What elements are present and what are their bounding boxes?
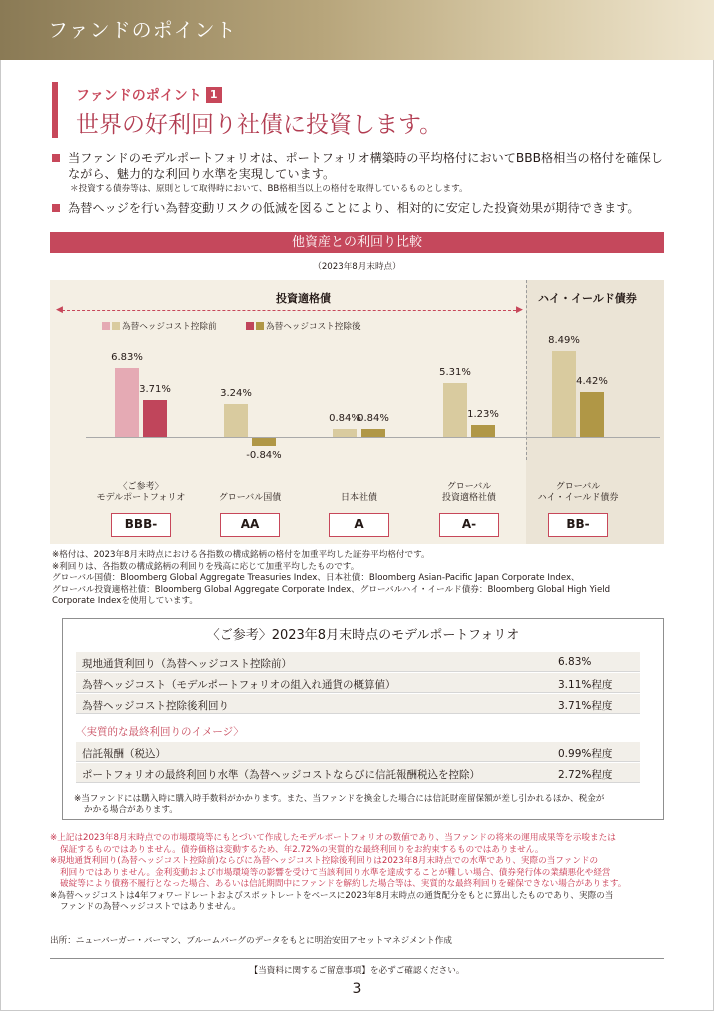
rating-badge: BB- (548, 513, 608, 537)
warning-4: 利回りではありません。金利変動および市場環境等の影響を受けて当該利回り水準を達成することが難しい場合、債券発行体の業績悪化や経営 (60, 867, 611, 878)
bullet-1-line1: 当ファンドのモデルポートフォリオは、ポートフォリオ構築時の平均格付においてBBB格相当の格付を確保し (68, 151, 663, 165)
reference-row-label: 信託報酬（税込） (82, 748, 166, 760)
chart-data-label: 5.31% (439, 367, 471, 379)
category-line-1: グローバル (555, 482, 601, 492)
rating-badge: AA (220, 513, 280, 537)
warnings (50, 833, 626, 914)
header-band (0, 0, 714, 60)
legend-after-label: 為替ヘッジコスト控除後 (266, 322, 361, 332)
rating-badge: A (329, 513, 389, 537)
warning-7: ファンドの為替ヘッジコストではありません。 (60, 902, 241, 912)
warning-2: 保証するものではありません。債券価格は変動するため、年2.72%の実質的な最終利回りをお約束するものではありません。 (60, 844, 544, 855)
footer-divider (50, 958, 664, 959)
group-arrow-line (62, 310, 516, 311)
reference-row (76, 652, 640, 672)
category-line-2: グローバル国債 (218, 493, 282, 503)
bullet-1-note: ＊投資する債券等は、原則として取得時において、BB格相当以上の格付を取得しているものとします。 (70, 184, 468, 194)
reference-note-1: ※当ファンドには購入時に購入時手数料がかかります。また、当ファンドを換金した場合には信託財産留保額が差し引かれるほか、税金が (74, 794, 605, 804)
bullet-2-text: 為替ヘッジを行い為替変動リスクの低減を図ることにより、相対的に安定した投資効果が期待できます。 (68, 201, 640, 215)
group-investment-grade: 投資適格債 (276, 292, 331, 305)
chart-data-label: 3.24% (220, 388, 252, 400)
reference-row (76, 694, 640, 714)
chart-bar (143, 400, 167, 437)
reference-title: 〈ご参考〉2023年8月末時点のモデルポートフォリオ (206, 628, 520, 643)
reference-note (74, 794, 604, 816)
chart-baseline (86, 437, 660, 438)
chart-bar (361, 429, 385, 437)
reference-row-label: 為替ヘッジコスト控除後利回り (82, 700, 229, 712)
reference-note-2: かかる場合があります。 (84, 805, 178, 815)
arrow-left-icon: ◀ (56, 305, 63, 315)
legend-after (246, 320, 361, 332)
bullet-square-icon (52, 154, 60, 162)
category-line-2: 日本社債 (340, 493, 377, 503)
chart-category-label (81, 482, 201, 504)
section-title: 他資産との利回り比較 (50, 232, 664, 253)
chart-category-label (409, 482, 529, 504)
chart-notes (52, 550, 610, 608)
header-title: ファンドのポイント (48, 18, 237, 42)
bullet-1-line2: ながら、魅力的な利回り水準を実現しています。 (68, 167, 336, 181)
legend-swatch-ref-after (246, 322, 254, 330)
category-line-1: グローバル (446, 482, 492, 492)
reference-row-label: 現地通貨利回り（為替ヘッジコスト控除前） (82, 658, 292, 670)
chart-data-label: 4.42% (576, 376, 608, 388)
reference-row-label: 為替ヘッジコスト（モデルポートフォリオの組入れ通貨の概算値） (82, 679, 396, 691)
point-label-text: ファンドのポイント (76, 88, 202, 104)
as-of-date: （2023年8月末時点） (313, 262, 401, 272)
point-number-badge: 1 (206, 87, 222, 103)
reference-row (76, 673, 640, 693)
category-line-2: ハイ・イールド債券 (537, 493, 619, 503)
reference-row-value: 3.11%程度 (558, 679, 613, 691)
rating-badge: A- (439, 513, 499, 537)
chart-data-label: 0.84% (329, 412, 361, 424)
reference-row (76, 763, 640, 783)
bullet-square-icon (52, 204, 60, 212)
chart-data-label: 6.83% (111, 352, 143, 364)
point-label (76, 85, 222, 105)
reference-row-value: 3.71%程度 (558, 700, 613, 712)
legend-swatch-before (112, 322, 120, 330)
chart-data-label: 1.23% (467, 408, 499, 420)
reference-row-value: 0.99%程度 (558, 748, 613, 760)
category-line-2: 投資適格社債 (441, 493, 496, 503)
note-1: ※格付は、2023年8月末時点における各指数の構成銘柄の格付を加重平均した証券平均格付です。 (52, 550, 430, 560)
reference-box (62, 618, 664, 820)
category-line-1: 〈ご参考〉 (118, 482, 164, 492)
chart-data-label: 8.49% (548, 335, 580, 347)
note-5: Corporate Indexを使用しています。 (52, 596, 199, 606)
chart-data-label: 0.84% (357, 412, 389, 424)
legend-swatch-ref-before (102, 322, 110, 330)
chart-category-label (299, 482, 419, 504)
chart-data-label: -0.84% (246, 450, 282, 462)
chart-bar (115, 368, 139, 437)
point-accent-bar (52, 82, 58, 138)
footer-note: 【当資料に関するご留意事項】を必ずご確認ください。 (249, 966, 465, 976)
legend-swatch-after (256, 322, 264, 330)
reference-row-label: ポートフォリオの最終利回り水準（為替ヘッジコストならびに信託報酬税込を控除） (82, 769, 481, 781)
category-line-2: モデルポートフォリオ (96, 493, 186, 503)
reference-row-value: 6.83% (558, 656, 592, 668)
reference-subtitle: 〈実質的な最終利回りのイメージ〉 (76, 726, 244, 738)
category-line-1 (190, 482, 310, 493)
chart-bar (333, 429, 357, 437)
source-note: 出所：ニューバーガー・バーマン、ブルームバーグのデータをもとに明治安田アセットマネジメント作成 (50, 936, 452, 946)
page-number: 3 (352, 981, 362, 997)
chart-category-label (518, 482, 638, 504)
point-heading: 世界の好利回り社債に投資します。 (76, 112, 443, 138)
note-2: ※利回りは、各指数の構成銘柄の利回りを残高に応じて加重平均したものです。 (52, 561, 360, 572)
group-high-yield: ハイ・イールド債券 (538, 292, 637, 305)
chart-bar (471, 425, 495, 437)
rating-badge: BBB- (111, 513, 171, 537)
warning-5: 破綻等により債務不履行となった場合、あるいは信託期間中にファンドを解約した場合等は、実質的な最終利回りを確保できない場合があります。 (60, 879, 627, 889)
note-4: グローバル投資適格社債：Bloomberg Global Aggregate Corporate Index、グローバルハイ・イールド債券：Bloomberg Global High Yield (52, 584, 611, 595)
arrow-right-icon: ▶ (516, 305, 523, 315)
warning-6: ※為替ヘッジコストは4年フォワードレートおよびスポットレートをベースに2023年8月末時点の通貨配分をもとに算出したものであり、実際の当 (50, 890, 614, 901)
legend-before-label: 為替ヘッジコスト控除前 (122, 322, 217, 332)
chart-bar (252, 438, 276, 446)
legend-before (102, 320, 217, 332)
chart-bar (580, 392, 604, 437)
chart-bar (224, 404, 248, 437)
reference-row (76, 742, 640, 762)
note-3: グローバル国債：Bloomberg Global Aggregate Treasuries Index、日本社債：Bloomberg Asian-Pacific Japan Corporate Index、 (52, 573, 580, 583)
chart-bar (552, 351, 576, 437)
warning-1: ※上記は2023年8月末時点での市場環境等にもとづいて作成したモデルポートフォリオの数値であり、当ファンドの将来の運用成果等を示唆または (50, 833, 616, 843)
reference-row-value: 2.72%程度 (558, 769, 613, 781)
chart-category-label (190, 482, 310, 504)
category-line-1 (299, 482, 419, 493)
chart-data-label: 3.71% (139, 383, 171, 395)
group-divider (526, 280, 527, 460)
warning-3: ※現地通貨利回り(為替ヘッジコスト控除前)ならびに為替ヘッジコスト控除後利回りは2023年8月末時点での水準であり、実際の当ファンドの (50, 856, 599, 866)
